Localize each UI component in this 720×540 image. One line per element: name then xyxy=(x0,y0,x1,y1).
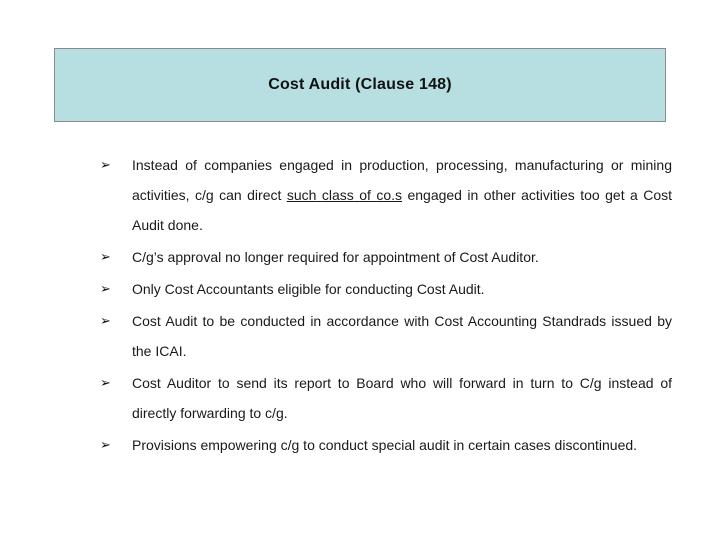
arrowhead-bullet-icon: ➢ xyxy=(100,437,111,452)
arrowhead-bullet-icon: ➢ xyxy=(100,313,111,328)
page-title: Cost Audit (Clause 148) xyxy=(268,76,452,93)
bullet-item xyxy=(100,430,672,460)
bullet-item xyxy=(100,306,672,366)
bullet-text: Instead of companies engaged in production, processing, manufacturing or mining activities, c/g can direct such class of co.s engaged in other activities too get a Cost Audit done. xyxy=(132,157,673,233)
bullet-text: Provisions empowering c/g to conduct special audit in certain cases discontinued. xyxy=(132,437,638,453)
bullet-item xyxy=(100,274,672,304)
bullet-text: Only Cost Accountants eligible for conducting Cost Audit. xyxy=(132,281,485,297)
arrowhead-bullet-icon: ➢ xyxy=(100,157,111,172)
bullet-item xyxy=(100,150,672,240)
bullet-text: Cost Audit to be conducted in accordance with Cost Accounting Standrads issued by the ICAI. xyxy=(132,313,672,359)
title-banner xyxy=(54,48,666,122)
arrowhead-bullet-icon: ➢ xyxy=(100,249,111,264)
bullet-item xyxy=(100,242,672,272)
bullet-list xyxy=(100,150,672,462)
bullet-item xyxy=(100,368,672,428)
bullet-text: Cost Auditor to send its report to Board who will forward in turn to C/g instead of directly forwarding to c/g. xyxy=(132,375,672,421)
arrowhead-bullet-icon: ➢ xyxy=(100,281,111,296)
arrowhead-bullet-icon: ➢ xyxy=(100,375,111,390)
bullet-text: C/g’s approval no longer required for appointment of Cost Auditor. xyxy=(132,249,539,265)
